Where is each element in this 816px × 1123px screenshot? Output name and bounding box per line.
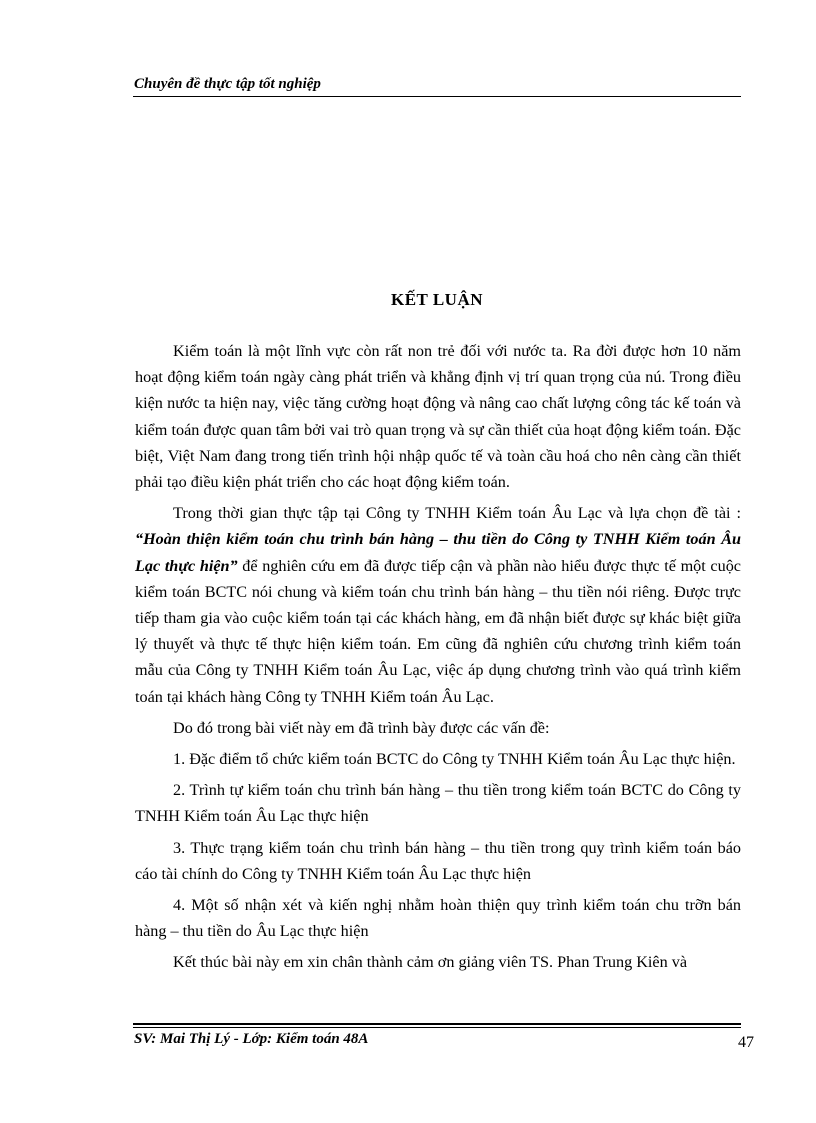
list-item-4: 4. Một số nhận xét và kiến nghị nhằm hoàn thiện quy trình kiểm toán chu trỡn bán hàng – thu tiền do Âu Lạc thực hiện — [135, 896, 741, 941]
paragraph-internship-lead: Trong thời gian thực tập tại Công ty TNHH Kiểm toán Âu Lạc và lựa chọn đề tài : — [173, 504, 741, 523]
list-item-1: 1. Đặc điểm tổ chức kiểm toán BCTC do Công ty TNHH Kiểm toán Âu Lạc thực hiện. — [173, 750, 736, 769]
footer-divider-thin — [133, 1027, 741, 1028]
footer-student-info: SV: Mai Thị Lý - Lớp: Kiểm toán 48A — [134, 1031, 369, 1047]
list-item-2: 2. Trình tự kiểm toán chu trình bán hàng – thu tiền trong kiểm toán BCTC do Công ty TNHH Kiểm toán Âu Lạc thực hiện — [135, 781, 741, 826]
document-body — [135, 338, 741, 981]
thesis-title: “Hoàn thiện kiểm toán chu trình bán hàng – thu tiền do Công ty TNHH Kiểm toán Âu Lạc thực hiện” — [135, 530, 741, 575]
list-item-3: 3. Thực trạng kiểm toán chu trình bán hàng – thu tiền trong quy trình kiểm toán báo cáo tài chính do Công ty TNHH Kiểm toán Âu Lạc thực hiện — [135, 838, 741, 883]
paragraph-internship — [135, 500, 741, 710]
footer-divider-thick — [133, 1023, 741, 1025]
paragraph-internship-rest: để nghiên cứu em đã được tiếp cận và phần nào hiểu được thực tế một cuộc kiểm toán BCTC nói chung và kiểm toán chu trình bán hàng – thu tiền nói riêng. Được trực tiếp tham gia vào cuộc kiểm toán tại các khách hàng, em đã nhận biết được sự khác biệt giữa lý thuyết và thực tế thực hiện kiểm toán. Em cũng đã nghiên cứu chương trình kiểm toán mẫu của Công ty TNHH Kiểm toán Âu Lạc, việc áp dụng chương trình vào quá trình kiểm toán tại khách hàng Công ty TNHH Kiểm toán Âu Lạc. — [135, 556, 741, 706]
running-header-title: Chuyên đề thực tập tốt nghiệp — [134, 76, 321, 92]
section-heading: KẾT LUẬN — [390, 290, 483, 309]
paragraph-closing: Kết thúc bài này em xin chân thành cảm ơn giảng viên TS. Phan Trung Kiên và — [173, 953, 688, 972]
paragraph-summary-lead: Do đó trong bài viết này em đã trình bày được các vấn đề: — [173, 718, 550, 737]
paragraph-intro: Kiểm toán là một lĩnh vực còn rất non trẻ đối với nước ta. Ra đời được hơn 10 năm hoạt động kiểm toán ngày càng phát triển và khẳng định vị trí quan trọng của nú. Trong điều kiện nước ta hiện nay, việc tăng cường hoạt động và nâng cao chất lượng công tác kế toán và kiểm toán được quan tâm bởi vai trò quan trọng và sự cần thiết của hoạt động kiểm toán. Đặc biệt, Việt Nam đang trong tiến trình hội nhập quốc tế và toàn cầu hoá cho nên càng cần thiết phải tạo điều kiện phát triển cho các hoạt động kiểm toán. — [135, 342, 741, 492]
header-divider — [133, 96, 741, 97]
page-number: 47 — [738, 1034, 754, 1051]
